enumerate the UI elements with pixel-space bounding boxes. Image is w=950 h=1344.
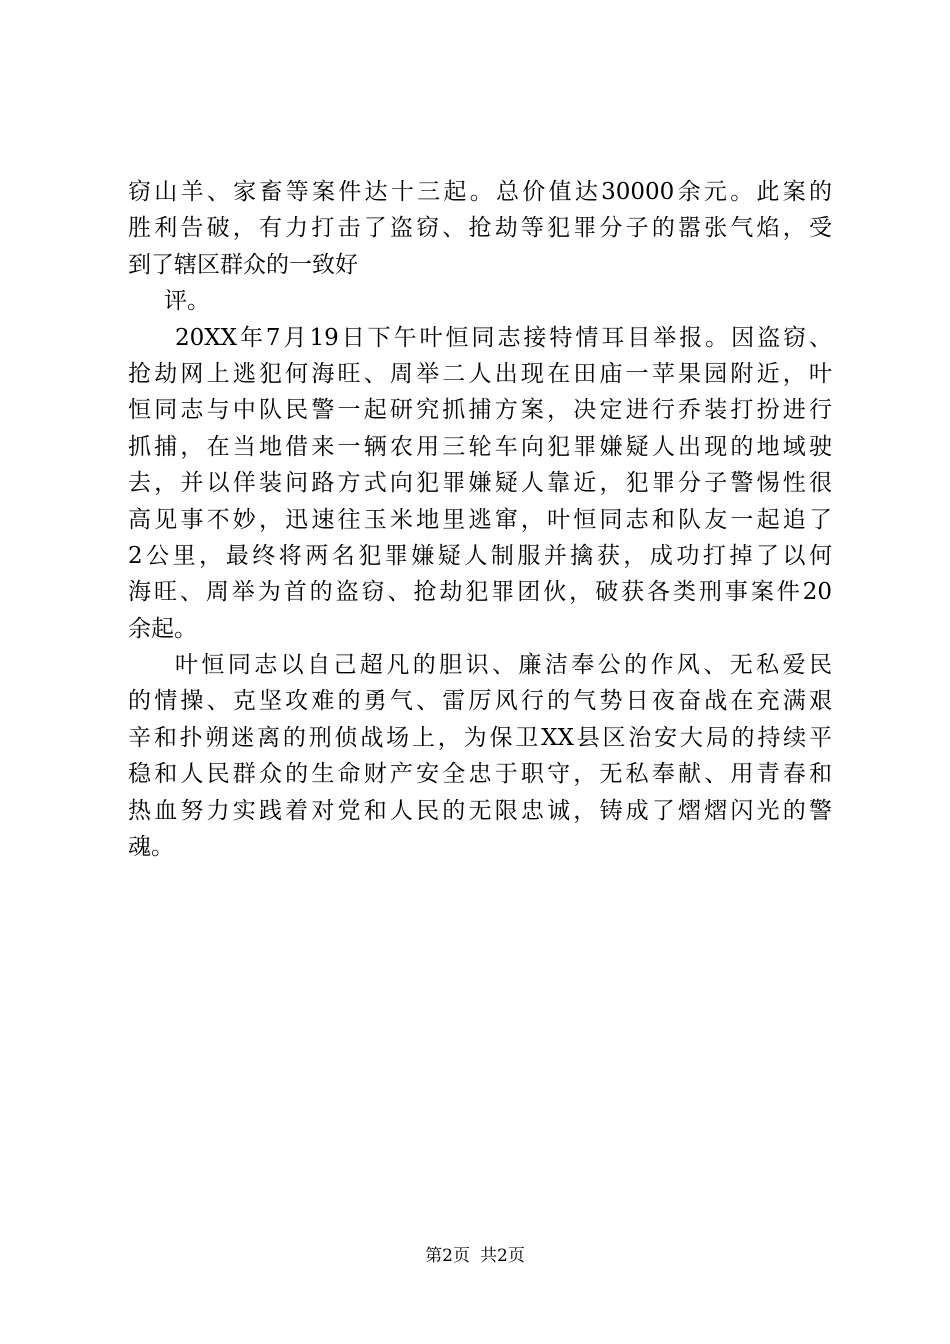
text-line: 20XX年7月19日下午叶恒同志接特情耳目举报。因盗窃、 [175, 324, 832, 351]
text-line: 稳和人民群众的生命财产安全忠于职守，无私奉献、用青春和 [128, 761, 832, 788]
page-total: 共2页 [480, 1246, 525, 1266]
text-line: 抢劫网上逃犯何海旺、周举二人出现在田庙一苹果园附近，叶 [128, 360, 832, 387]
text-line: 的情操、克坚攻难的勇气、雷厉风行的气势日夜奋战在充满艰 [128, 688, 832, 715]
text-line: 高见事不妙，迅速往玉米地里逃窜，叶恒同志和队友一起追了 [128, 506, 832, 533]
text-line: 叶恒同志以自己超凡的胆识、廉洁奉公的作风、无私爱民 [175, 652, 832, 679]
page-number: 第2页 [425, 1246, 470, 1266]
text-line: 海旺、周举为首的盗窃、抢劫犯罪团伙，破获各类刑事案件20 [128, 579, 832, 606]
text-line: 余起。 [128, 615, 197, 642]
text-line: 胜利告破，有力打击了盗窃、抢劫等犯罪分子的嚣张气焰，受 [128, 215, 832, 242]
page-footer [0, 1245, 950, 1267]
text-line: 去，并以佯装问路方式向犯罪嫌疑人靠近，犯罪分子警惕性很 [128, 470, 832, 497]
text-line: 辛和扑朔迷离的刑侦战场上，为保卫XX县区治安大局的持续平 [128, 724, 832, 751]
text-line: 热血努力实践着对党和人民的无限忠诚，铸成了熠熠闪光的警 [128, 797, 832, 824]
document-body [128, 174, 832, 865]
text-line: 恒同志与中队民警一起研究抓捕方案，决定进行乔装打扮进行 [128, 397, 832, 424]
text-line: 抓捕，在当地借来一辆农用三轮车向犯罪嫌疑人出现的地域驶 [128, 433, 832, 460]
text-line: 2公里，最终将两名犯罪嫌疑人制服并擒获，成功打掉了以何 [128, 542, 832, 569]
text-line: 窃山羊、家畜等案件达十三起。总价值达30000余元。此案的 [128, 179, 832, 205]
text-line: 到了辖区群众的一致好 [128, 251, 358, 278]
text-line: 评。 [164, 288, 210, 315]
text-line: 魂。 [128, 834, 174, 861]
